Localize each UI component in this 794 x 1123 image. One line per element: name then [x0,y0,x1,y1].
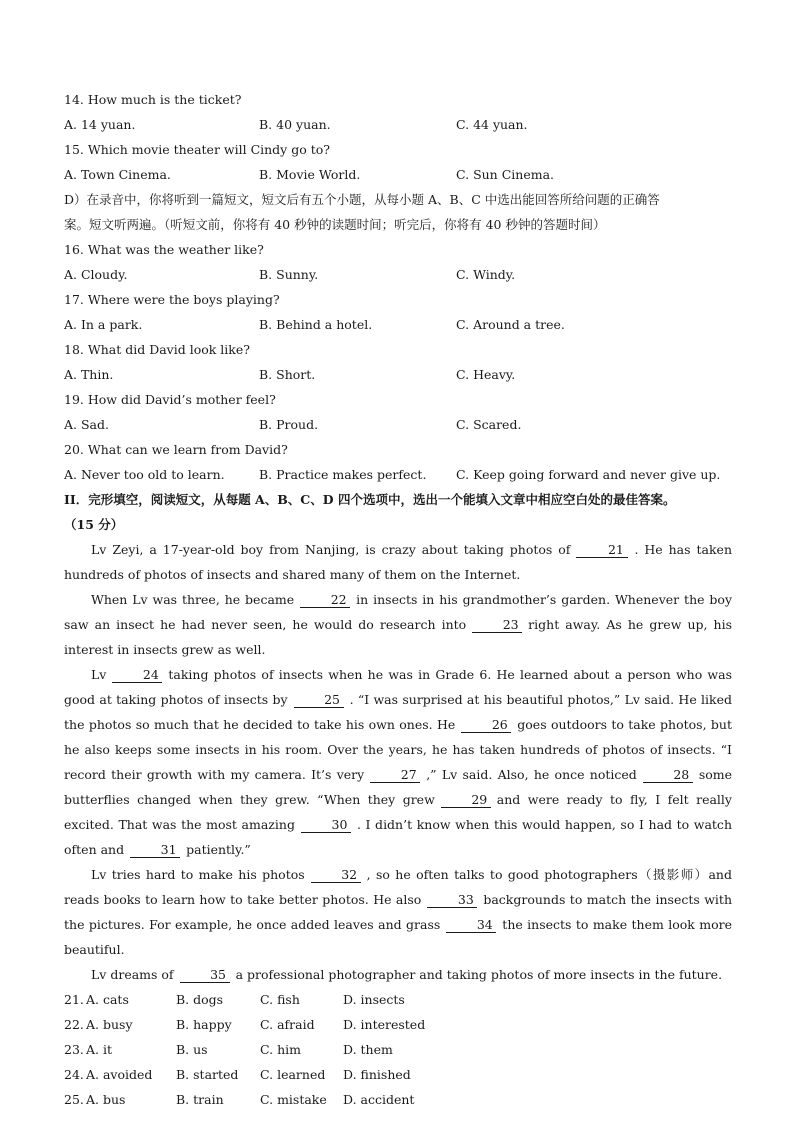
blank-22[interactable]: 22 [300,593,350,608]
cloze-paragraph-4 [64,862,732,962]
question-20 [64,437,732,462]
question-text: How did David’s mother feel? [87,392,276,407]
question-text: Which movie theater will Cindy go to? [87,142,330,157]
blank-26[interactable]: 26 [461,718,511,733]
question-14 [64,87,732,112]
question-text: Where were the boys playing? [87,292,280,307]
option-b: B. Short. [259,367,316,382]
blank-28[interactable]: 28 [643,768,693,783]
question-15 [64,137,732,162]
passage-text: and were ready to fly, I felt really excited. That was the most amazing [64,792,732,832]
cloze-paragraph-2 [64,587,732,662]
passage-text: backgrounds to match the insects with the pictures. For example, he once added leaves and grass [64,892,733,932]
option-c: C. Heavy. [456,367,516,382]
passage-text: a professional photographer and taking photos of more insects in the future. [235,967,723,982]
section-d-instruction-line2: 案。短文听两遍。（听短文前，你将有 40 秒钟的读题时间；听完后，你将有 40 秒钟的答题时间） [64,217,606,232]
question-text: How much is the ticket? [87,92,242,107]
blank-29[interactable]: 29 [441,793,491,808]
options-18 [64,362,732,387]
passage-text: Lv Zeyi, a 17-year-old boy from Nanjing, is crazy about taking photos of [91,542,571,557]
option-c: C. Windy. [456,267,516,282]
option-c: C. Around a tree. [456,317,565,332]
option-number: 23. [64,1042,84,1057]
question-number: 17. [64,292,84,307]
options-20 [64,462,732,487]
option-number: 21. [64,992,84,1007]
options-17 [64,312,732,337]
option-b: B. Behind a hotel. [259,317,373,332]
question-number: 15. [64,142,84,157]
option-a: A. 14 yuan. [64,117,136,132]
cloze-score: （15 分） [64,517,124,532]
section-d-instruction-line1: D）在录音中，你将听到一篇短文，短文后有五个小题，从每小题 A、B、C 中选出能回答所给问题的正确答 [64,192,660,207]
question-number: 16. [64,242,84,257]
option-a: A. Cloudy. [64,267,128,282]
blank-27[interactable]: 27 [370,768,420,783]
option-d: D. interested [343,1017,426,1032]
option-b: B. Sunny. [259,267,319,282]
option-c: C. fish [260,992,300,1007]
option-b: B. 40 yuan. [259,117,331,132]
blank-25[interactable]: 25 [294,693,344,708]
passage-text: Lv tries hard to make his photos [91,867,305,882]
option-d: D. insects [343,992,405,1007]
option-b: B. happy [176,1017,232,1032]
option-d: D. them [343,1042,393,1057]
passage-text: . He has taken hundreds of photos of insects and shared many of them on the Internet. [64,542,732,582]
options-19 [64,412,732,437]
option-number: 25. [64,1092,84,1107]
blank-34[interactable]: 34 [446,918,496,933]
option-b: B. us [176,1042,208,1057]
blank-35[interactable]: 35 [180,968,230,983]
blank-23[interactable]: 23 [472,618,522,633]
passage-text: patiently.” [186,842,251,857]
option-c: C. him [260,1042,301,1057]
passage-text: Lv dreams of [91,967,174,982]
option-c: C. Sun Cinema. [456,167,554,182]
cloze-options-25 [64,1087,732,1112]
question-text: What can we learn from David? [87,442,288,457]
option-a: A. Sad. [64,417,109,432]
option-a: A. busy [86,1017,133,1032]
question-number: 19. [64,392,84,407]
passage-text: ,” Lv said. Also, he once noticed [426,767,637,782]
option-number: 24. [64,1067,84,1082]
cloze-paragraph-1 [64,537,732,587]
option-b: B. train [176,1092,224,1107]
option-c: C. mistake [260,1092,327,1107]
passage-text: . “I was surprised at his beautiful photos,” Lv said. He liked the photos so much that he decided to take his own ones. He [64,692,733,732]
question-19 [64,387,732,412]
passage-text: in insects in his grandmother’s garden. Whenever the boy saw an insect he had never seen, he would do research into [64,592,733,632]
passage-text: goes outdoors to take photos, but he also keeps some insects in his room. Over the years, he has taken hundreds of photos of insects. “I record their growth with my camera. It’s very [64,717,732,782]
cloze-heading: II．完形填空，阅读短文，从每题 A、B、C、D 四个选项中，选出一个能填入文章中相应空白处的最佳答案。 [64,492,676,507]
option-a: A. Never too old to learn. [64,467,225,482]
option-a: A. avoided [86,1067,153,1082]
cloze-options-23 [64,1037,732,1062]
option-b: B. Practice makes perfect. [259,467,427,482]
passage-text: taking photos of insects when he was in Grade 6. He learned about a person who was good at taking photos of insects by [64,667,732,707]
option-a: A. it [86,1042,112,1057]
option-b: B. Proud. [259,417,319,432]
option-d: D. finished [343,1067,411,1082]
blank-24[interactable]: 24 [112,668,162,683]
option-d: D. accident [343,1092,415,1107]
option-a: A. In a park. [64,317,143,332]
option-a: A. Town Cinema. [64,167,171,182]
blank-21[interactable]: 21 [576,543,628,558]
question-text: What did David look like? [87,342,250,357]
blank-31[interactable]: 31 [130,843,180,858]
option-a: A. Thin. [64,367,114,382]
passage-text: the insects to make them look more beautiful. [64,917,732,957]
option-b: B. started [176,1067,239,1082]
passage-text: , so he often talks to good photographers（摄影师）and reads books to learn how to take better photos. He also [64,867,732,907]
cloze-paragraph-5 [64,962,732,987]
passage-text: When Lv was three, he became [91,592,295,607]
question-number: 18. [64,342,84,357]
exam-page [64,87,732,1112]
options-14 [64,112,732,137]
cloze-options-22 [64,1012,732,1037]
option-b: B. Movie World. [259,167,361,182]
options-15 [64,162,732,187]
option-c: C. Keep going forward and never give up. [456,467,721,482]
blank-33[interactable]: 33 [427,893,477,908]
question-number: 14. [64,92,84,107]
cloze-options-21 [64,987,732,1012]
blank-30[interactable]: 30 [301,818,351,833]
question-16 [64,237,732,262]
question-18 [64,337,732,362]
option-c: C. learned [260,1067,326,1082]
options-16 [64,262,732,287]
option-b: B. dogs [176,992,224,1007]
question-text: What was the weather like? [87,242,264,257]
option-a: A. bus [86,1092,126,1107]
question-number: 20. [64,442,84,457]
option-c: C. afraid [260,1017,315,1032]
option-c: C. 44 yuan. [456,117,528,132]
option-number: 22. [64,1017,84,1032]
passage-text: Lv [91,667,107,682]
passage-text: some butterflies changed when they grew. “When they grew [64,767,733,807]
question-17 [64,287,732,312]
blank-32[interactable]: 32 [311,868,361,883]
option-c: C. Scared. [456,417,522,432]
cloze-paragraph-3 [64,662,732,862]
option-a: A. cats [86,992,129,1007]
cloze-options-24 [64,1062,732,1087]
passage-text: right away. As he grew up, his interest in insects grew as well. [64,617,732,657]
passage-text: . I didn’t know when this would happen, so I had to watch often and [64,817,732,857]
